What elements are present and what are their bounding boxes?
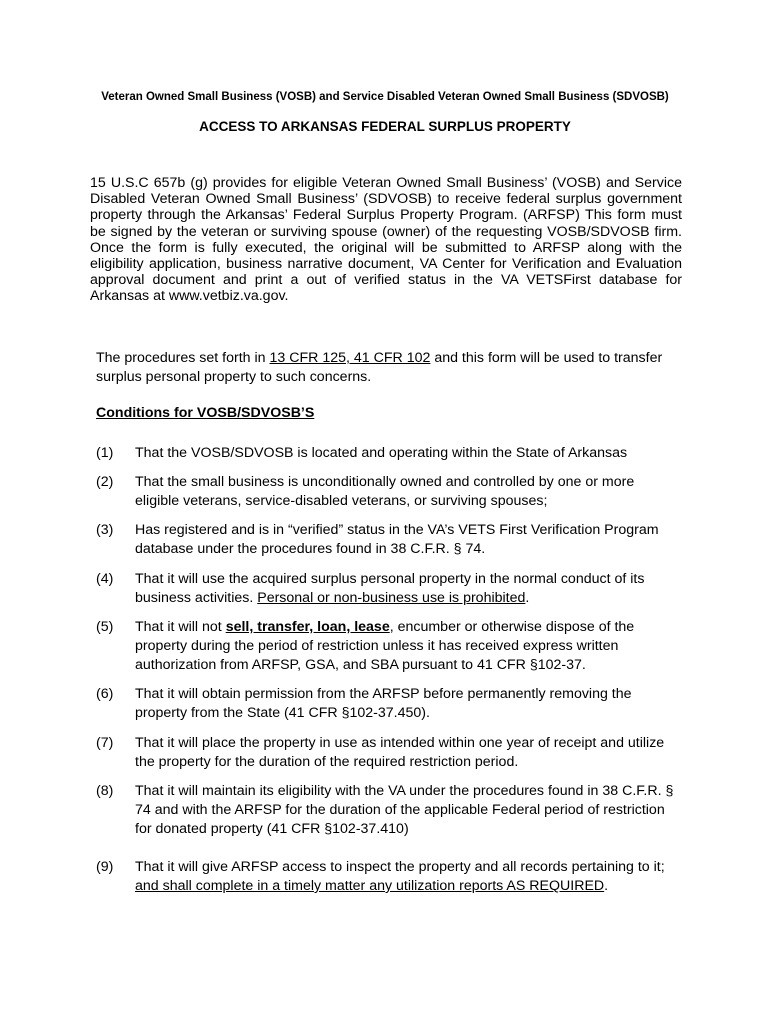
procedures-text-before: The procedures set forth in [96, 350, 270, 366]
condition-prohibited-note: Personal or non-business use is prohibited [257, 590, 526, 606]
condition-number: (2) [96, 474, 114, 490]
document-heading: ACCESS TO ARKANSAS FEDERAL SURPLUS PROPERTY [199, 119, 571, 134]
condition-text-part: That it will not [135, 619, 226, 635]
condition-restricted-actions: sell, transfer, loan, lease [225, 619, 390, 635]
document-top-title: Veteran Owned Small Business (VOSB) and Service Disabled Veteran Owned Small Business (SDVOSB) [101, 91, 669, 103]
condition-text: Has registered and is in “verified” status in the VA’s VETS First Verification Program database under the procedures found in 38 C.F.R. § 74. [135, 522, 659, 557]
condition-number: (9) [96, 859, 114, 875]
condition-number: (3) [96, 522, 114, 538]
condition-text [135, 570, 676, 608]
condition-text-part: . [525, 590, 530, 606]
condition-text-part: . [604, 878, 609, 894]
condition-reports-note: and shall complete in a timely matter any utilization reports AS REQUIRED [135, 878, 605, 894]
condition-text: That the small business is unconditionally owned and controlled by one or more eligible veterans, service-disabled veterans, or surviving spouses; [135, 474, 635, 509]
condition-text: That the VOSB/SDVOSB is located and operating within the State of Arkansas [135, 445, 628, 461]
intro-paragraph: 15 U.S.C 657b (g) provides for eligible Veteran Owned Small Business’ (VOSB) and Service Disabled Veteran Owned Small Business’ (SDVOSB) to receive federal surplus government property through the Arkansas’ Federal Surplus Property Program. (ARFSP) This form must be signed by the veteran or surviving spouse (owner) of the requesting VOSB/SDVOSB firm. Once the form is fully executed, the original will be submitted to ARFSP along with the eligibility application, business narrative document, VA Center for Verification and Evaluation approval document and print a out of verified status in the VA VETSFirst database for Arkansas at www.vetbiz.va.gov. [90, 175, 682, 305]
condition-number: (6) [96, 686, 114, 702]
condition-number: (8) [96, 783, 114, 799]
condition-text-part: That it will give ARFSP access to inspect the property and all records pertaining to it; [135, 859, 665, 875]
condition-number: (1) [96, 445, 114, 461]
condition-text: That it will place the property in use as intended within one year of receipt and utilize the property for the duration of the required restriction period. [135, 735, 665, 770]
condition-number: (4) [96, 571, 114, 587]
condition-number: (7) [96, 735, 114, 751]
condition-text-part: , encumber or otherwise dispose of the property during the period of restriction unless it has received express written authorization from ARFSP, GSA, and SBA pursuant to 41 CFR §102-37. [135, 619, 635, 673]
conditions-heading: Conditions for VOSB/SDVOSB’S [96, 405, 315, 421]
condition-text [135, 858, 676, 896]
condition-text: That it will maintain its eligibility with the VA under the procedures found in 38 C.F.R. § 74 and with the ARFSP for the duration of the applicable Federal period of restriction for donated property (41 CFR §102-37.410) [135, 783, 674, 837]
condition-text: That it will obtain permission from the ARFSP before permanently removing the property from the State (41 CFR §102-37.450). [135, 686, 632, 721]
condition-number: (5) [96, 619, 114, 635]
condition-text [135, 618, 676, 675]
condition-text-part: That it will use the acquired surplus personal property in the normal conduct of its business activities. [135, 571, 645, 606]
procedures-paragraph [96, 349, 686, 386]
procedures-text-after: and this form will be used to transfer surplus personal property to such concerns. [96, 350, 663, 385]
procedures-cfr-reference: 13 CFR 125, 41 CFR 102 [269, 350, 431, 366]
